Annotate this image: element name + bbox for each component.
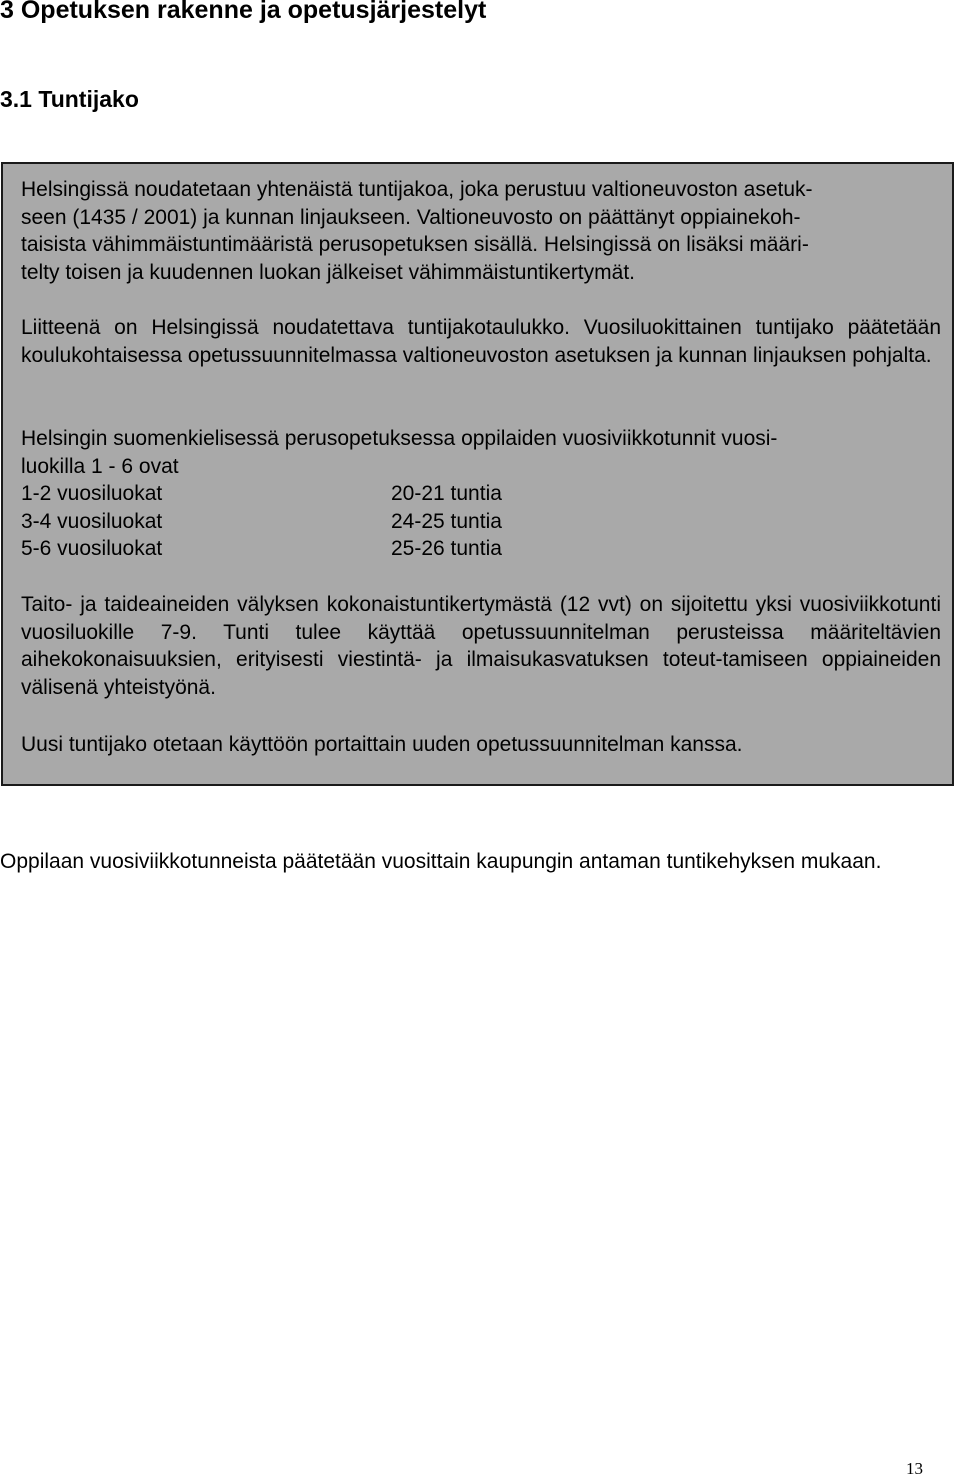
page-number: 13 (906, 1459, 923, 1478)
body-paragraph: Oppilaan vuosiviikkotunneista päätetään vuosittain kaupungin antaman tuntikehyksen mukaan. (0, 850, 882, 873)
section-heading: 3.1 Tuntijako (0, 86, 139, 112)
hours-row-hours: 20-21 tuntia (391, 482, 502, 506)
chapter-heading: 3 Opetuksen rakenne ja opetusjärjestelyt (0, 0, 487, 24)
paragraph-5: Uusi tuntijako otetaan käyttöön portaittain uuden opetussuunnitelman kanssa. (21, 733, 743, 756)
highlight-box (1, 162, 954, 786)
paragraph-1-line-2: seen (1435 / 2001) ja kunnan linjaukseen. Valtioneuvosto on päättänyt oppiainekoh- (21, 205, 801, 229)
paragraph-1-line-3: taisista vähimmäistuntimääristä perusopetuksen sisällä. Helsingissä on lisäksi määri- (21, 233, 809, 257)
hours-row-grade: 1-2 vuosiluokat (21, 482, 163, 506)
hours-row-hours: 24-25 tuntia (391, 509, 502, 533)
paragraph-4: Taito- ja taideaineiden välyksen kokonaistuntikertymästä (12 vvt) on sijoitettu yksi vuosiviikkotunti vuosiluokille 7-9. Tunti tulee käyttää opetussuunnitelman perusteissa määriteltävien aihekokonaisuuksien, erityisesti viestintä- ja ilmaisukasvatuksen toteut-tamiseen oppiaineiden välisenä yhteistyönä. (21, 593, 941, 699)
hours-row-hours: 25-26 tuntia (391, 537, 502, 561)
paragraph-2: Liitteenä on Helsingissä noudatettava tuntijakotaulukko. Vuosiluokittainen tuntijako päätetään koulukohtaisessa opetussuunnitelmassa valtioneuvoston asetuksen ja kunnan linjauksen pohjalta. (21, 316, 941, 367)
hours-row-grade: 5-6 vuosiluokat (21, 537, 163, 561)
hours-row-grade: 3-4 vuosiluokat (21, 509, 163, 533)
paragraph-3-line-1: Helsingin suomenkielisessä perusopetuksessa oppilaiden vuosiviikkotunnit vuosi- (21, 427, 778, 450)
paragraph-1-line-1: Helsingissä noudatetaan yhtenäistä tuntijakoa, joka perustuu valtioneuvoston asetuk- (21, 178, 813, 201)
paragraph-3-line-2: luokilla 1 - 6 ovat (21, 454, 179, 478)
paragraph-1-line-4: telty toisen ja kuudennen luokan jälkeiset vähimmäistuntikertymät. (21, 260, 635, 284)
